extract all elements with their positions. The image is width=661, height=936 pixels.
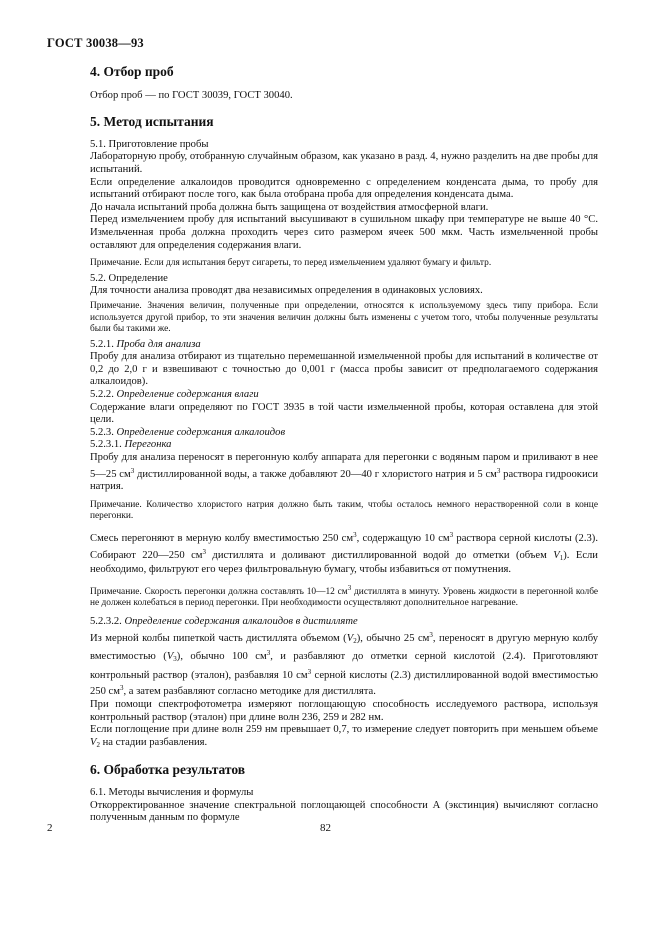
clause-6-1-heading: 6.1. Методы вычисления и формулы bbox=[90, 786, 254, 798]
text-fragment: серной кислоты (2.3) дистиллированной водой вместимостью 250 см bbox=[90, 669, 598, 698]
text-fragment: , переносят в другую мерную колбу вместимостью ( bbox=[90, 632, 598, 663]
superscript: 3 bbox=[266, 649, 271, 658]
text-fragment: Если поглощение при длине волн 259 нм превышает 0,7, то измерение следует повторить при меньшем объеме bbox=[90, 724, 598, 736]
subscript: 2 bbox=[96, 740, 100, 749]
text-fragment: Пробу для анализа переносят в перегонную колбу аппарата для перегонки с водяным паром и приливают в нее 5—25 см bbox=[90, 452, 598, 480]
page-number-center: 82 bbox=[320, 822, 331, 834]
clause-5-2-3-1-title: Перегонка bbox=[124, 439, 172, 451]
clause-5-1-para-a: Лабораторную пробу, отобранную случайным образом, как указано в разд. 4, нужно разделить на две пробы для испытаний. bbox=[90, 151, 598, 175]
text-fragment: раствора серной кислоты (2.3). Собирают 220—250 см bbox=[90, 533, 598, 561]
text-fragment: Примечание. Скорость перегонки должна составлять 10—12 см bbox=[90, 586, 348, 597]
document-body bbox=[90, 66, 598, 825]
text-fragment: ), обычно 100 см bbox=[176, 651, 267, 663]
section-4-text: Отбор проб — по ГОСТ 30039, ГОСТ 30040. bbox=[90, 89, 293, 101]
superscript: 3 bbox=[353, 531, 357, 539]
text-fragment: ). Если необходимо, фильтруют его через фильтровальную бумагу, чтобы избавиться от помутнения. bbox=[90, 549, 598, 576]
section-4-title: 4. Отбор проб bbox=[90, 64, 174, 79]
note-4 bbox=[90, 583, 598, 610]
clause-5-2-2-title: Определение содержания влаги bbox=[116, 389, 259, 401]
superscript: 3 bbox=[449, 531, 454, 539]
clause-5-1-heading: 5.1. Приготовление пробы bbox=[90, 138, 209, 150]
clause-5-2-3-heading bbox=[90, 427, 598, 440]
text-fragment: , а затем разбавляют согласно методике для дистиллята. bbox=[123, 686, 376, 698]
text-fragment: дистиллированной воды, а также добавляют 20—40 г хлористого натрия и 5 см bbox=[134, 468, 497, 480]
clause-5-2-3-number: 5.2.3. bbox=[90, 426, 114, 438]
clause-6-1-text: Откорректированное значение спектральной поглощающей способности А (экстинция) вычисляют согласно полученным данным по формуле bbox=[90, 799, 598, 824]
superscript: 3 bbox=[429, 630, 433, 639]
clause-5-2-para: Для точности анализа проводят два независимых определения в одинаковых условиях. bbox=[90, 285, 483, 297]
section-5-title: 5. Метод испытания bbox=[90, 114, 214, 130]
subscript: 1 bbox=[559, 553, 564, 562]
clause-5-2-3-2-text-b: При помощи спектрофотометра измеряют поглощающую способность исследуемого раствора, используя контрольный раствор (эталон) при длине волн 236, 259 и 282 нм. bbox=[90, 698, 598, 723]
clause-5-2-2-text: Содержание влаги определяют по ГОСТ 3935 в той части измельченной пробы, которая оставлена для этой цели. bbox=[90, 401, 598, 426]
clause-5-2-3-1-text-b bbox=[90, 529, 598, 577]
clause-5-1-para-c: До начала испытаний проба должна быть защищена от воздействия атмосферной влаги. bbox=[90, 201, 489, 213]
text-fragment: раствора гидроокиси натрия. bbox=[90, 468, 598, 493]
clause-5-2-1-text: Пробу для анализа отбирают из тщательно перемешанной измельченной пробы для испытаний в количестве от 0,2 до 2,0 г и взвешивают с точностью до 0,001 г (масса пробы зависит от предполагаемого содержания алкалоидов). bbox=[90, 351, 598, 388]
clause-5-2-3-1-text bbox=[90, 452, 598, 494]
clause-5-1-para-b: Если определение алкалоидов проводится одновременно с определением конденсата дыма, то пробу для испытаний отбирают после того, как была отобрана проба для определения конденсата дыма. bbox=[90, 176, 598, 201]
superscript: 3 bbox=[202, 547, 206, 556]
section-6-title: 6. Обработка результатов bbox=[90, 762, 246, 778]
clause-5-2-3-2-title: Определение содержания алкалоидов в дистилляте bbox=[124, 615, 358, 627]
symbol-v: V bbox=[166, 651, 174, 663]
clause-5-2-2-heading bbox=[90, 389, 598, 402]
text-fragment: дистиллята в минуту. Уровень жидкости в перегонной колбе не должен колебаться в период перегонки. При необходимости осуществляют дополнительное нагревание. bbox=[90, 586, 598, 609]
text-fragment: на стадии разбавления. bbox=[99, 736, 208, 748]
subscript: 3 bbox=[173, 655, 177, 664]
symbol-v: V bbox=[553, 549, 560, 561]
note-1: Примечание. Если для испытания берут сигареты, то перед измельчением удаляют бумагу и фильтр. bbox=[90, 258, 492, 269]
superscript: 3 bbox=[307, 667, 312, 676]
symbol-v: V bbox=[90, 736, 97, 748]
document-header: ГОСТ 30038—93 bbox=[47, 36, 144, 50]
clause-5-2-3-2-heading bbox=[90, 616, 598, 629]
note-2: Примечание. Значения величин, полученные при определении, относятся к используемому здесь типу прибора. Если используется другой прибор, то эти значения величин должны быть изменены с учетом того, чтобы полученные результаты были бы такими же. bbox=[90, 300, 598, 335]
subscript: 2 bbox=[353, 636, 357, 645]
clause-5-2-heading: 5.2. Определение bbox=[90, 272, 168, 284]
text-fragment: ), обычно 25 см bbox=[356, 632, 430, 644]
page-number-left: 2 bbox=[47, 822, 53, 834]
text-fragment: , и разбавляют до отметки серной кислотой (2.4). Приготовляют контрольный раствор (эталон), разбавляя 10 см bbox=[90, 651, 598, 681]
clause-5-2-1-number: 5.2.1. bbox=[90, 338, 114, 350]
note-3: Примечание. Количество хлористого натрия должно быть таким, чтобы осталось немного нерастворенной соли в конце перегонки. bbox=[90, 499, 598, 522]
symbol-v: V bbox=[346, 632, 354, 644]
clause-5-2-3-2-number: 5.2.3.2. bbox=[90, 615, 122, 627]
clause-5-2-3-1-heading bbox=[90, 439, 598, 452]
superscript: 3 bbox=[347, 583, 352, 592]
superscript: 3 bbox=[496, 466, 501, 475]
text-fragment: Смесь перегоняют в мерную колбу вместимостью 250 см bbox=[90, 533, 354, 544]
clause-5-1-para-d: Перед измельчением пробу для испытаний высушивают в сушильном шкафу при температуре не выше 40 °С. Измельченная проба должна проходить через сито размером ячеек 500 мкм. Часть измельченной пробы оставляют для определения содержания влаги. bbox=[90, 214, 598, 251]
superscript: 3 bbox=[119, 684, 124, 693]
clause-5-2-2-number: 5.2.2. bbox=[90, 389, 114, 401]
text-fragment: Из мерной колбы пипеткой часть дистиллята объемом ( bbox=[90, 632, 347, 644]
superscript: 3 bbox=[130, 466, 135, 475]
clause-5-2-1-heading bbox=[90, 339, 598, 352]
clause-5-2-3-2-text-c bbox=[90, 724, 598, 751]
clause-5-2-1-title: Проба для анализа bbox=[116, 338, 201, 350]
text-fragment: дистиллята и доливают дистиллированной водой до отметки (объем bbox=[205, 549, 554, 561]
clause-5-2-3-title: Определение содержания алкалоидов bbox=[116, 426, 286, 438]
clause-5-2-3-2-text-a bbox=[90, 629, 598, 699]
clause-5-2-3-1-number: 5.2.3.1. bbox=[90, 439, 122, 451]
text-fragment: , содержащую 10 см bbox=[356, 533, 450, 544]
